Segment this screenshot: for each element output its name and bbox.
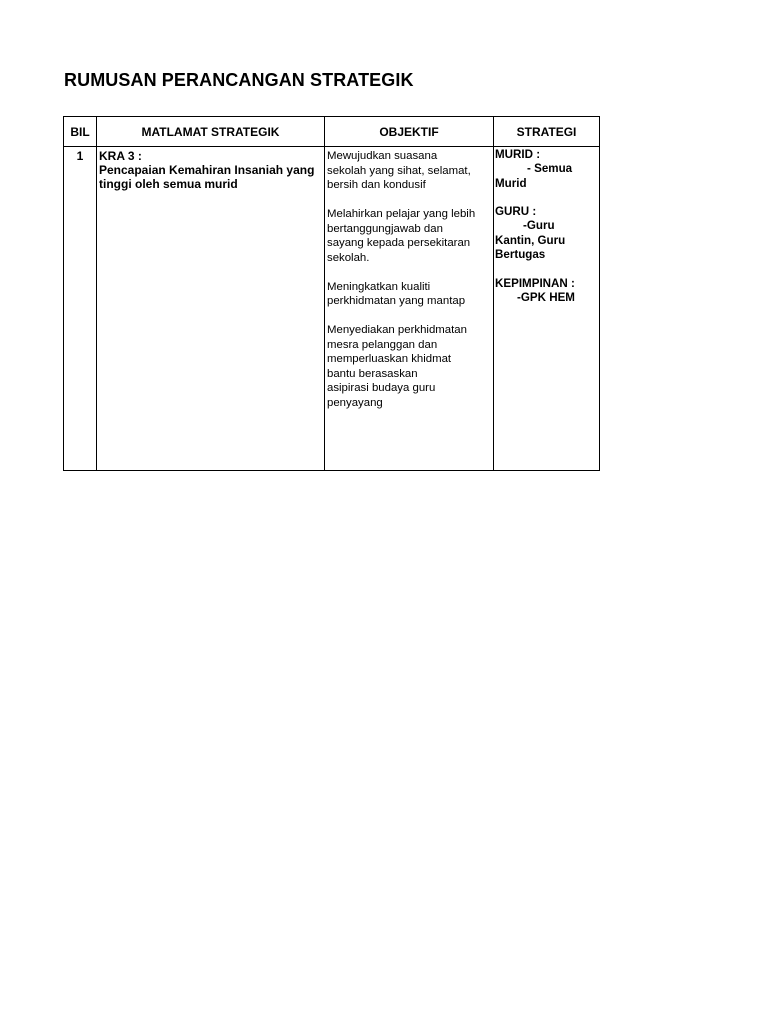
strategi-group-murid [495,148,599,191]
strategi-group-guru [495,205,599,262]
strategi-line: -Guru [523,219,555,233]
objektif-line: sayang kepada persekitaran [327,237,471,249]
page-title: RUMUSAN PERANCANGAN STRATEGIK [64,70,414,90]
header-matlamat-strategik: MATLAMAT STRATEGIK [97,117,325,147]
objektif-item [327,323,493,410]
cell-strategi [494,147,600,471]
cell-matlamat-strategik [97,147,325,471]
objektif-line: Meningkatkan kualiti [327,280,431,293]
objektif-line: bantu berasaskan [327,367,418,380]
cell-bil: 1 [64,147,97,471]
objektif-line: bertanggungjawab dan [327,222,443,235]
matlamat-line: Pencapaian Kemahiran Insaniah yang [99,163,315,177]
strategi-label: KEPIMPINAN : [495,276,575,290]
objektif-line: perkhidmatan yang mantap [327,295,466,307]
objektif-item [327,149,493,193]
strategi-label: MURID : [495,148,541,161]
table-row [64,147,600,471]
header-strategi: STRATEGI [494,117,600,147]
strategi-line: - Semua [527,162,573,176]
objektif-line: bersih dan kondusif [327,179,426,191]
strategi-line: Murid [495,176,527,190]
strategy-table [63,116,600,471]
strategi-label: GURU : [495,205,537,219]
objektif-line: Mewujudkan suasana [327,150,438,162]
objektif-item [327,280,493,309]
objektif-line: memperluaskan khidmat [327,353,452,365]
header-bil: BIL [64,117,97,147]
strategi-line: Kantin, Guru [495,233,566,247]
strategi-group-kepimpinan [495,277,599,306]
table-header-row [64,117,600,147]
header-objektif: OBJEKTIF [325,117,494,147]
strategi-line: -GPK HEM [517,290,575,304]
matlamat-line: tinggi oleh semua murid [99,177,238,191]
objektif-line: sekolah yang sihat, selamat, [327,164,471,177]
cell-objektif [325,147,494,471]
objektif-line: Menyediakan perkhidmatan [327,324,467,336]
objektif-line: Melahirkan pelajar yang lebih [327,208,476,220]
objektif-line: asipirasi budaya guru [327,382,436,394]
objektif-line: mesra pelanggan dan [327,338,438,351]
objektif-line: penyayang [327,396,383,409]
strategi-line: Bertugas [495,248,546,262]
kra-label: KRA 3 : [99,149,142,163]
objektif-item [327,207,493,265]
objektif-line: sekolah. [327,251,370,264]
